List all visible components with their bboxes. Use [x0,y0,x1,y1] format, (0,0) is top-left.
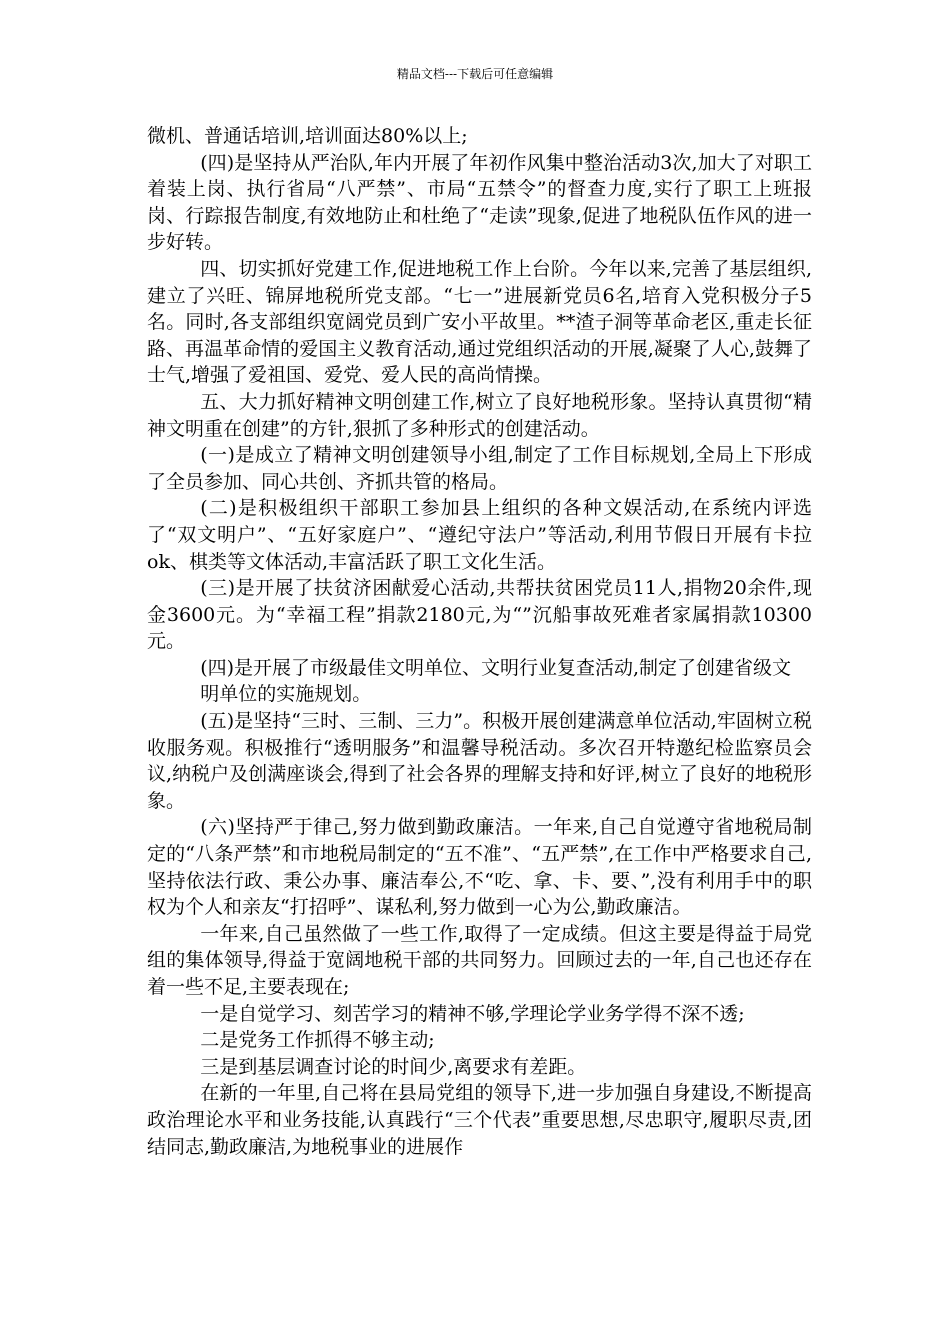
paragraph: 二是党务工作抓得不够主动; [200,1029,435,1052]
paragraph: 五、大力抓好精神文明创建工作,树立了良好地税形象。坚持认真贯彻“精神文明重在创建”的方针,狠抓了多种形式的创建活动。 [147,390,812,440]
paragraph: 一年来,自己虽然做了一些工作,取得了一定成绩。但这主要是得益于局党组的集体领导,得益于宽阔地税干部的共同努力。回顾过去的一年,自己也还存在着一些不足,主要表现在; [147,922,812,998]
paragraph: (六)坚持严于律己,努力做到勤政廉洁。一年来,自己自觉遵守省地税局制定的“八条严禁”和市地税局制定的“五不准”、“五严禁”,在工作中严格要求自己,坚持依法行政、秉公办事、廉洁奉公,不“吃、拿、卡、要、”,没有利用手中的职权为个人和亲友“打招呼”、谋私利,努力做到一心为公,勤政廉洁。 [147,816,812,919]
paragraph: (五)是坚持“三时、三制、三力”。积极开展创建满意单位活动,牢固树立税收服务观。积极推行“透明服务”和温馨导税活动。多次召开特邀纪检监察员会议,纳税户及创满座谈会,得到了社会各界的理解支持和好评,树立了良好的地税形象。 [147,710,812,812]
paragraph: 四、切实抓好党建工作,促进地税工作上台阶。今年以来,完善了基层组织,建立了兴旺、锦屏地税所党支部。“七一”进展新党员6名,培育入党积极分子5名。同时,各支部组织宽阔党员到广安小平故里。**渣子洞等革命老区,重走长征路、再温革命情的爱国主义教育活动,通过党组织活动的开展,凝聚了人心,鼓舞了士气,增强了爱祖国、爱党、爱人民的高尚情操。 [147,257,812,387]
paragraph: 一是自觉学习、刻苦学习的精神不够,学理论学业务学得不深不透; [200,1002,745,1025]
paragraph: (四)是开展了市级最佳文明单位、文明行业复查活动,制定了创建省级文 [200,656,792,679]
paragraph: 明单位的实施规划。 [200,683,372,706]
paragraph: 在新的一年里,自己将在县局党组的领导下,进一步加强自身建设,不断提高政治理论水平和业务技能,认真践行“三个代表”重要思想,尽忠职守,履职尽责,团结同志,勤政廉洁,为地税事业的进展作 [147,1082,812,1158]
page-header: 精品文档---下载后可任意编辑 [396,67,554,81]
paragraph: (一)是成立了精神文明创建领导小组,制定了工作目标规划,全局上下形成了全员参加、同心共创、齐抓共管的格局。 [147,444,812,493]
paragraph: 三是到基层调查讨论的时间少,离要求有差距。 [200,1055,587,1078]
paragraph: 微机、普通话培训,培训面达80%以上; [147,125,468,147]
document-body [147,123,812,1160]
paragraph: (二)是积极组织干部职工参加县上组织的各种文娱活动,在系统内评选了“双文明户”、“五好家庭户”、“遵纪守法户”等活动,利用节假日开展有卡拉ok、棋类等文体活动,丰富活跃了职工文化生活。 [147,497,812,573]
paragraph: (三)是开展了扶贫济困献爱心活动,共帮扶贫困党员11人,捐物20余件,现金3600元。为“幸福工程”捐款2180元,为“”沉船事故死难者家属捐款10300元。 [147,577,812,653]
paragraph: (四)是坚持从严治队,年内开展了年初作风集中整治活动3次,加大了对职工着装上岗、执行省局“八严禁”、市局“五禁令”的督查力度,实行了职工上班报岗、行踪报告制度,有效地防止和杜绝了“走读”现象,促进了地税队伍作风的进一步好转。 [147,151,812,254]
